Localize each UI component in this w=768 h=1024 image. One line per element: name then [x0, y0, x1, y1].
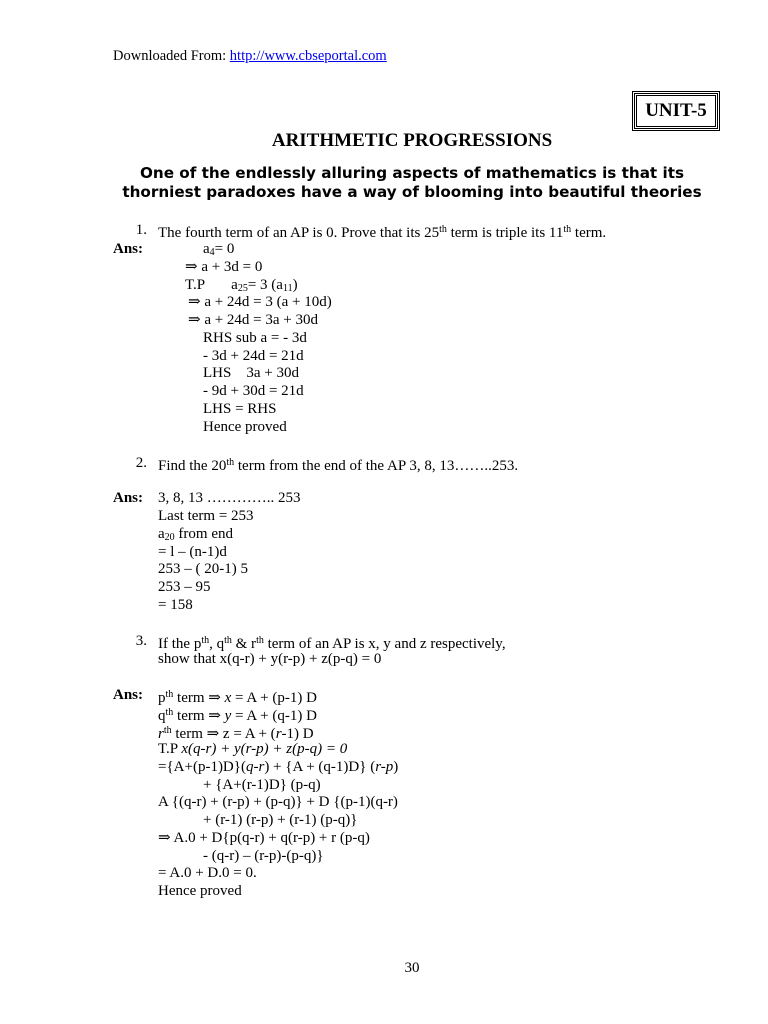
- answer-3-line-10: - (q-r) – (r-p)-(p-q)}: [203, 848, 324, 864]
- answer-1-line-4: ⇒ a + 24d = 3 (a + 10d): [188, 294, 332, 310]
- answer-2-label: Ans:: [113, 490, 144, 506]
- answer-3-line-12: Hence proved: [158, 883, 242, 899]
- answer-2-line-4: = l – (n-1)d: [158, 544, 227, 560]
- answer-1-line-1: $a_4= 0$: [203, 241, 235, 258]
- answer-3-line-3: $r^{th}$ term ⇒ z = A + (r-1) D: [158, 725, 314, 742]
- source-link[interactable]: http://www.cbseportal.com: [229, 48, 387, 64]
- answer-2-line-5: 253 – ( 20-1) 5: [158, 561, 248, 577]
- question-3-text-line-2: show that x(q-r) + y(r-p) + z(p-q) = 0: [158, 651, 382, 667]
- answer-2-line-2: Last term = 253: [158, 508, 254, 524]
- answer-1-line-8: LHS 3a + 30d: [203, 365, 299, 381]
- question-2-number: 2.: [135, 455, 147, 471]
- download-label: Downloaded From:: [113, 48, 230, 64]
- answer-3-line-4: T.P x(q-r) + y(r-p) + z(p-q) = 0: [158, 741, 348, 757]
- answer-2-line-1: 3, 8, 13 ………….. 253: [158, 490, 301, 506]
- answer-2-line-3: $a_{20}$ from end: [158, 526, 233, 543]
- answer-3-line-8: + (r-1) (r-p) + (r-1) (p-q)}: [203, 812, 358, 828]
- answer-1-line-5: ⇒ a + 24d = 3a + 30d: [188, 312, 319, 328]
- answer-3-line-1: $p^{th}$ term ⇒ x = A + (p-1) D: [158, 689, 317, 706]
- page-number: 30: [404, 960, 420, 976]
- answer-1-line-7: - 3d + 24d = 21d: [203, 348, 304, 364]
- answer-2-line-6: 253 – 95: [158, 579, 211, 595]
- answer-1-label: Ans:: [113, 241, 144, 257]
- download-source: [113, 47, 387, 65]
- question-1-text: The fourth term of an AP is 0. Prove that its 25th term is triple its 11th term.: [158, 224, 607, 241]
- answer-2-line-7: = 158: [158, 597, 193, 613]
- answer-1-line-10: LHS = RHS: [203, 401, 277, 417]
- answer-3-label: Ans:: [113, 687, 144, 703]
- answer-3-line-5: ={A+(p-1)D}(q-r) + {A + (q-1)D} (r-p): [158, 759, 399, 775]
- answer-1-line-6: RHS sub a = - 3d: [203, 330, 307, 346]
- answer-3-line-9: ⇒ A.0 + D{p(q-r) + q(r-p) + r (p-q): [158, 830, 370, 846]
- answer-1-line-3: T.P $a_{25}= 3$ $(a_{11})$: [185, 277, 298, 294]
- quote-line-1: One of the endlessly alluring aspects of mathematics is that its: [139, 164, 684, 182]
- answer-3-line-7: A {(q-r) + (r-p) + (p-q)} + D {(p-1)(q-r): [158, 794, 398, 810]
- unit-label: UNIT-5: [634, 93, 718, 129]
- question-3-number: 3.: [135, 633, 147, 649]
- answer-3-line-11: = A.0 + D.0 = 0.: [158, 865, 257, 881]
- chapter-title: ARITHMETIC PROGRESSIONS: [271, 130, 553, 151]
- answer-3-line-2: $q^{th}$ term ⇒ y = A + (q-1) D: [158, 707, 317, 724]
- answer-1-line-9: - 9d + 30d = 21d: [203, 383, 304, 399]
- question-3-text-line-1: If the $p^{th}$, $q^{th}$ & $r^{th}$ term of an AP is x, y and z respectively,: [158, 635, 506, 652]
- answer-1-line-2: ⇒ a + 3d = 0: [185, 259, 263, 275]
- answer-3-line-6: + {A+(r-1)D} (p-q): [203, 777, 321, 793]
- question-2-text: Find the 20th term from the end of the AP 3, 8, 13……..253.: [158, 457, 519, 474]
- quote-line-2: thorniest paradoxes have a way of blooming into beautiful theories: [122, 183, 702, 201]
- answer-1-line-11: Hence proved: [203, 419, 287, 435]
- question-1-number: 1.: [135, 222, 147, 238]
